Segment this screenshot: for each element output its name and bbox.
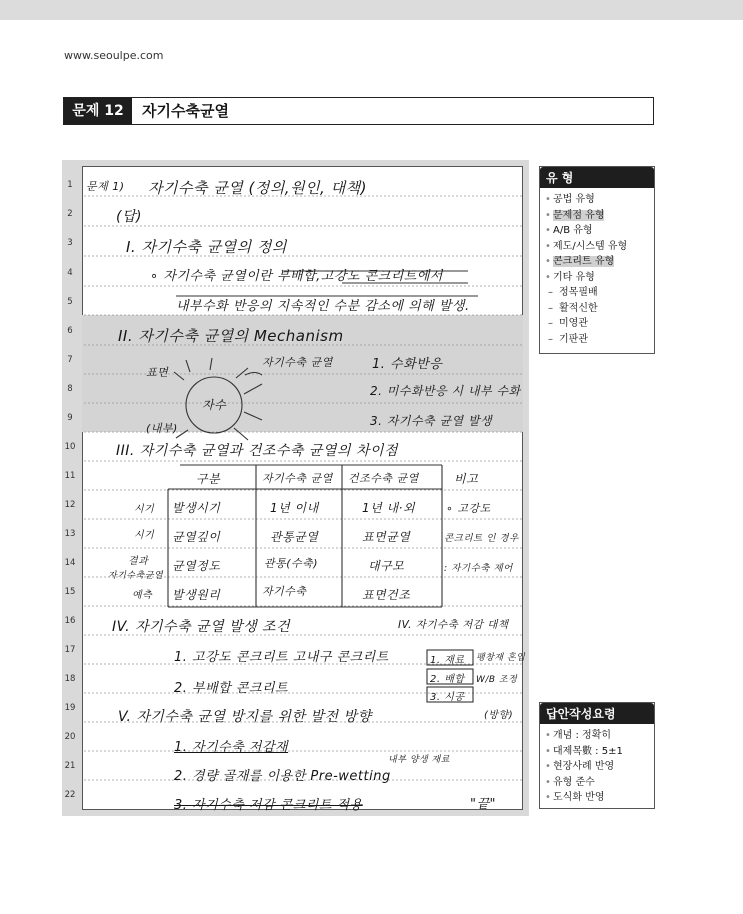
table-cell: 표면균열: [362, 530, 411, 544]
line-number: 10: [64, 442, 76, 452]
type-sidebar-title: 유 형: [540, 167, 654, 188]
definition-line-2: 내부수화 반응의 지속적인 수분 감소에 의해 발생.: [176, 299, 470, 314]
table-side-label: 자기수축균열: [108, 571, 164, 581]
type-subitem: – 기판관: [545, 332, 654, 348]
line-number: 6: [67, 326, 73, 336]
line-number: 14: [64, 558, 76, 568]
table-row-label: 발생시기: [172, 501, 221, 515]
answer-tips-sidebar: [539, 702, 655, 809]
table-cell: 관통(수축): [264, 557, 319, 570]
line-number: 7: [67, 355, 73, 365]
section-5-note: (방향): [484, 710, 514, 721]
section-4-heading: IV. 자기수축 균열 발생 조건: [112, 619, 291, 635]
line-number: 9: [67, 413, 73, 423]
line-number: 22: [64, 790, 76, 800]
line-number: 18: [64, 674, 76, 684]
type-item-label: 제도/시스템 유형: [553, 240, 628, 252]
line-number: 12: [64, 500, 76, 510]
tip-item: • 현장사례 반영: [545, 759, 654, 775]
table-cell: 1년 이내: [270, 501, 319, 515]
line-number: 11: [64, 471, 76, 481]
section-3-heading: III. 자기수축 균열과 건조수축 균열의 차이점: [116, 443, 398, 459]
direction-item-1: 1. 자기수축 저감재: [174, 740, 289, 755]
line-number: 21: [64, 761, 76, 771]
line-number: 5: [67, 297, 73, 307]
line-number: 17: [64, 645, 76, 655]
condition-item-2: 2. 부배합 콘크리트: [174, 681, 289, 696]
question-title: 자기수축 균열 (정의,원인, 대책): [148, 179, 367, 197]
tip-item: • 유형 준수: [545, 775, 654, 791]
section-5-heading: V. 자기수축 균열 방지를 위한 발전 방향: [118, 709, 372, 725]
table-cell: 1년 내·외: [362, 501, 416, 515]
diagram-circle-label: 자수: [202, 398, 227, 412]
condition-item-1: 1. 고강도 콘크리트 고내구 콘크리트: [174, 650, 389, 665]
type-list: [540, 192, 654, 347]
type-subitem: – 활적신한: [545, 301, 654, 317]
type-sidebar: [539, 166, 655, 354]
diagram-crack-label: 자기수축 균열: [262, 356, 333, 369]
direction-item-2-annotation: 내부 양생 재료: [388, 755, 450, 765]
table-header-remark: 비고: [454, 472, 479, 486]
mechanism-item-1: 1. 수화반응: [372, 357, 443, 372]
direction-item-3: 3. 자기수축 저감 콘크리트 적용: [174, 798, 363, 813]
tip-item: • 개념 : 정확히: [545, 728, 654, 744]
problem-number-tag: 문제 12: [64, 98, 132, 124]
answer-tips-title: 답안작성요령: [540, 703, 654, 724]
type-item: [545, 208, 654, 224]
mechanism-item-3: 3. 자기수축 균열 발생: [370, 414, 493, 428]
direction-item-2: 2. 경량 골재를 이용한 Pre-wetting: [174, 769, 391, 784]
page-footer: [64, 853, 68, 868]
table-note: 콘크리트 인 경우: [444, 533, 519, 544]
table-cell: 표면건조: [362, 588, 411, 602]
table-header-category: 구분: [196, 472, 221, 486]
table-side-label: 결과: [128, 556, 149, 567]
table-header-drying: 건조수축 균열: [348, 472, 419, 485]
table-note: : 자기수축 제어: [444, 563, 513, 574]
answer-tips-list: [540, 728, 654, 806]
diagram-surface-label: 표면: [146, 366, 169, 379]
table-cell: 대구모: [368, 559, 405, 573]
type-subitem: – 정목필배: [545, 285, 654, 301]
measure-box-2: 2. 배합: [430, 674, 465, 685]
type-item-label: 기타 유형: [553, 271, 595, 283]
line-number: 3: [67, 238, 73, 248]
tip-item: • 도식화 반영: [545, 790, 654, 806]
measure-note-1: 팽창재 혼입: [476, 653, 526, 663]
line-number: 20: [64, 732, 76, 742]
table-row-label: 균열깊이: [172, 530, 221, 544]
section-4-right-heading: IV. 자기수축 저감 대책: [398, 619, 509, 631]
table-side-label: 예측: [132, 590, 153, 601]
type-item-label: 문제점 유형: [553, 209, 605, 221]
line-number: 8: [67, 384, 73, 394]
line-number: 19: [64, 703, 76, 713]
measure-note-2: W/B 조정: [476, 675, 518, 685]
problem-title: 자기수축균열: [142, 102, 229, 120]
section-1-heading: I. 자기수축 균열의 정의: [126, 238, 287, 256]
type-item-label: A/B 유형: [553, 225, 593, 236]
section-2-heading: II. 자기수축 균열의 Mechanism: [118, 327, 344, 345]
line-number: 2: [67, 209, 73, 219]
table-row-label: 발생원리: [172, 588, 221, 602]
table-row-label: 균열정도: [172, 559, 221, 573]
table-note: ∘ 고강도: [446, 502, 491, 515]
measure-box-1: 1. 재료: [430, 655, 465, 666]
answer-end-mark: "끝": [470, 797, 497, 812]
table-header-autogenous: 자기수축 균열: [262, 472, 333, 485]
tip-item: • 대제목數 : 5±1: [545, 744, 654, 760]
line-number: 15: [64, 587, 76, 597]
type-item: [545, 223, 654, 239]
type-item-label: 콘크리트 유형: [553, 256, 615, 267]
table-side-label: 시기: [134, 530, 155, 541]
line-number: 4: [67, 268, 73, 278]
mechanism-item-2: 2. 미수화반응 시 내부 수화: [370, 384, 521, 398]
table-cell: 관통균열: [270, 530, 319, 544]
site-url: www.seoulpe.com: [64, 49, 164, 62]
type-subitem: – 미영관: [545, 316, 654, 332]
type-item: [545, 239, 654, 255]
type-item: [545, 192, 654, 208]
diagram-inner-label: (내부): [146, 422, 178, 435]
table-side-label: 시기: [134, 504, 155, 515]
type-item: [545, 254, 654, 270]
type-item-label: 공법 유형: [553, 194, 595, 205]
definition-line-1: ∘ 자기수축 균열이란 부배합,고강도 콘크리트에서: [150, 269, 443, 284]
type-item: [545, 270, 654, 286]
measure-box-3: 3. 시공: [430, 692, 465, 703]
answer-label: (답): [116, 209, 142, 225]
line-number: 16: [64, 616, 76, 626]
line-number: 13: [64, 529, 76, 539]
table-cell: 자기수축: [262, 585, 307, 598]
question-label: 문제 1): [86, 180, 125, 193]
line-number: 1: [67, 180, 73, 190]
